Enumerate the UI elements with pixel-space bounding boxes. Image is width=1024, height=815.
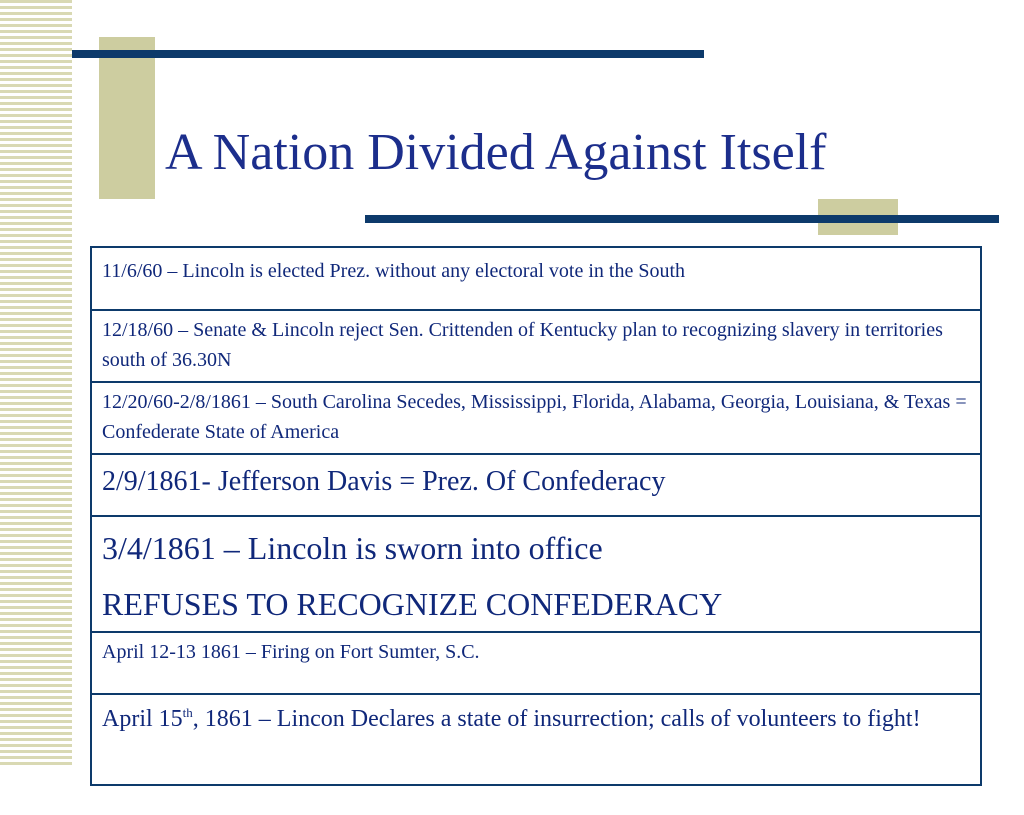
timeline-row-fort-sumter xyxy=(92,633,980,695)
decorative-top-rule xyxy=(72,50,704,58)
timeline-row-crittenden xyxy=(92,311,980,383)
timeline-row-election xyxy=(92,248,980,311)
ordinal-suffix: th xyxy=(182,705,193,720)
timeline-row-line2: REFUSES TO RECOGNIZE CONFEDERACY xyxy=(102,586,723,622)
slide-title: A Nation Divided Against Itself xyxy=(165,124,827,181)
timeline-row-line1: 3/4/1861 – Lincoln is sworn into office xyxy=(102,530,603,566)
timeline-row-insurrection xyxy=(92,695,980,815)
timeline-row-text: April 12-13 1861 – Firing on Fort Sumter, S.C. xyxy=(102,641,480,663)
timeline-row-text: , 1861 – Lincon Declares a state of insurrection; calls of volunteers to fight! xyxy=(192,706,921,732)
timeline-row-text: 11/6/60 – Lincoln is elected Prez. without any electoral vote in the South xyxy=(102,260,686,282)
timeline-row-date: April 15 xyxy=(102,706,183,732)
timeline-row-inauguration xyxy=(92,517,980,633)
timeline-row-text: 2/9/1861- Jefferson Davis = Prez. Of Confederacy xyxy=(102,466,666,497)
timeline-row-text: 12/18/60 – Senate & Lincoln reject Sen. Crittenden of Kentucky plan to recognizing slavery in territories south of 36.30N xyxy=(102,319,943,371)
timeline-row-davis xyxy=(92,455,980,517)
timeline-table xyxy=(90,246,982,786)
decorative-bottom-rule xyxy=(365,215,999,223)
decorative-tan-block-left xyxy=(99,37,155,199)
striped-margin xyxy=(0,0,72,768)
timeline-row-secession xyxy=(92,383,980,455)
timeline-row-text: 12/20/60-2/8/1861 – South Carolina Secedes, Mississippi, Florida, Alabama, Georgia, Louisiana, & Texas = Confederate State of America xyxy=(102,391,967,443)
